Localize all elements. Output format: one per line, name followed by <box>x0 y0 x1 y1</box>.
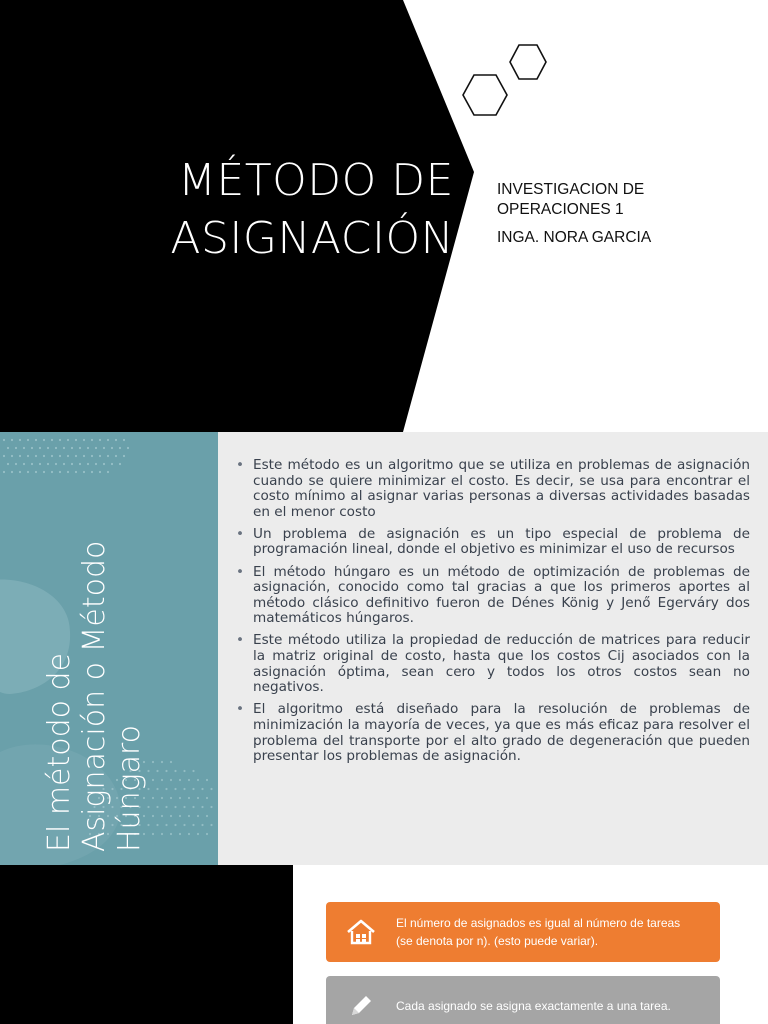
pencil-icon <box>326 993 396 1019</box>
decor-dot <box>35 455 37 457</box>
bullet-text: El método húngaro es un método de optimización de problemas de asignación, conocido como tal gracias a que los primeros aportes al método clásico definitivo fueron de Dénes König y Jenő Egerváry dos matemáticos húngaros. <box>253 563 750 627</box>
decor-dot <box>3 455 5 457</box>
decor-dot <box>206 779 208 781</box>
bullet-glyph: • <box>236 525 245 542</box>
section-title-line-1: El método de <box>42 652 77 852</box>
decor-dot <box>179 797 181 799</box>
decor-dot <box>161 815 163 817</box>
decor-dot <box>170 779 172 781</box>
decor-dot <box>179 815 181 817</box>
decor-dot <box>161 779 163 781</box>
decor-dot <box>165 770 167 772</box>
decor-dot <box>210 824 212 826</box>
decor-dot <box>201 824 203 826</box>
hexagons-outline-icon <box>455 40 565 122</box>
decor-dot <box>165 788 167 790</box>
bullet-text: Un problema de asignación es un tipo especial de problema de programación lineal, donde el objetivo es minimizar el uso de recursos <box>253 525 750 558</box>
section-title-line-3: Húngaro <box>112 724 147 852</box>
course-name-line-1: INVESTIGACION DE <box>497 181 645 198</box>
decor-dot <box>3 471 5 473</box>
decor-dot <box>188 815 190 817</box>
decor-dot <box>19 455 21 457</box>
decor-dot <box>197 779 199 781</box>
bullet-glyph: • <box>236 701 245 718</box>
decor-dot <box>206 833 208 835</box>
decor-dot <box>27 439 29 441</box>
course-name-line-2: OPERACIONES 1 <box>497 201 624 218</box>
decor-dot <box>183 824 185 826</box>
decor-dot <box>183 788 185 790</box>
content-slide <box>0 432 768 865</box>
decor-dot <box>161 833 163 835</box>
decor-dot <box>19 471 21 473</box>
decor-dot <box>11 455 13 457</box>
decor-dot <box>210 788 212 790</box>
bullet-glyph: • <box>236 563 245 580</box>
decor-dot <box>7 447 9 449</box>
decor-dot <box>31 463 33 465</box>
decor-dot <box>174 806 176 808</box>
decor-dot <box>210 806 212 808</box>
decor-dot <box>23 463 25 465</box>
decor-dot <box>197 833 199 835</box>
decor-dot <box>156 806 158 808</box>
decor-dot <box>170 761 172 763</box>
author-name: INGA. NORA GARCIA <box>497 229 652 246</box>
decor-dot <box>156 788 158 790</box>
decor-dot <box>11 471 13 473</box>
decor-dot <box>11 439 13 441</box>
decor-dot <box>192 806 194 808</box>
decor-dot <box>206 815 208 817</box>
decor-dot <box>23 447 25 449</box>
decor-dot <box>170 797 172 799</box>
bullet-text: El algoritmo está diseñado para la resolución de problemas de minimización la mayoría de veces, ya que es más eficaz para resolver el problema del transporte por el alto grado de degeneración que pueden presentar los problemas de asignación. <box>253 701 750 765</box>
title-line-2: ASIGNACIÓN <box>170 213 454 264</box>
decor-dot <box>19 439 21 441</box>
decor-dot <box>156 770 158 772</box>
decor-dot <box>161 761 163 763</box>
decor-dot <box>183 770 185 772</box>
property-text-1: El número de asignados es igual al número de tareas (se denota por n). (esto puede variar). <box>396 916 681 948</box>
bullet-item <box>236 527 750 558</box>
decor-dot <box>165 824 167 826</box>
sidebar-panel <box>0 432 218 865</box>
properties-slide <box>0 865 768 1024</box>
decor-dot <box>7 463 9 465</box>
house-icon <box>326 919 396 945</box>
decor-dot <box>152 815 154 817</box>
decor-dot <box>3 439 5 441</box>
decor-dot <box>161 797 163 799</box>
decor-dot <box>197 815 199 817</box>
decor-dot <box>39 447 41 449</box>
decor-dot <box>152 761 154 763</box>
decor-dot <box>156 824 158 826</box>
decor-dot <box>197 797 199 799</box>
decor-dot <box>188 779 190 781</box>
decor-dot <box>206 797 208 799</box>
property-text-2: Cada asignado se asigna exactamente a una tarea. <box>396 999 671 1013</box>
black-panel <box>0 865 293 1024</box>
presentation-title <box>40 152 454 268</box>
bullet-list <box>236 458 750 771</box>
decor-dot <box>147 770 149 772</box>
section-title <box>42 432 147 852</box>
bullet-text: Este método es un algoritmo que se utiliza en problemas de asignación cuando se quiere minimizar el costo. Es decir, se usa para encontrar el costo mínimo al asignar varias personas a diversas actividades basadas en el menor costo <box>253 457 750 520</box>
decor-dot <box>147 788 149 790</box>
decor-dot <box>165 806 167 808</box>
bullet-item <box>236 458 750 520</box>
decor-dot <box>170 833 172 835</box>
decor-dot <box>170 815 172 817</box>
decor-dot <box>35 471 37 473</box>
property-card-2 <box>326 976 720 1024</box>
decor-dot <box>15 447 17 449</box>
decor-dot <box>192 788 194 790</box>
decor-dot <box>147 806 149 808</box>
bullet-item <box>236 633 750 695</box>
bullet-text: Este método utiliza la propiedad de reducción de matrices para reducir la matriz original de costo, hasta que los costos Cij asociados con la asignación óptima, sean cero y todos los otros costos sean no negativos. <box>253 632 750 696</box>
decor-dot <box>152 779 154 781</box>
decor-dot <box>179 833 181 835</box>
title-slide <box>0 0 768 432</box>
decor-dot <box>174 770 176 772</box>
presentation-subtitle <box>497 180 651 248</box>
title-line-1: MÉTODO DE <box>178 155 454 206</box>
decor-dot <box>152 797 154 799</box>
decor-dot <box>183 806 185 808</box>
decor-dot <box>192 770 194 772</box>
decor-dot <box>35 439 37 441</box>
decor-dot <box>15 463 17 465</box>
decor-dot <box>174 824 176 826</box>
decor-dot <box>27 471 29 473</box>
decor-dot <box>192 824 194 826</box>
decor-dot <box>188 833 190 835</box>
decor-dot <box>39 463 41 465</box>
decor-dot <box>179 779 181 781</box>
property-card-1 <box>326 902 720 962</box>
bullet-item <box>236 565 750 627</box>
decor-dot <box>152 833 154 835</box>
decor-dot <box>188 797 190 799</box>
decor-dot <box>201 806 203 808</box>
decor-dot <box>147 824 149 826</box>
decor-dot <box>201 788 203 790</box>
section-title-line-2: Asignación o Método <box>77 540 112 852</box>
decor-dot <box>174 788 176 790</box>
bullet-item <box>236 702 750 764</box>
decor-dot <box>31 447 33 449</box>
decor-dot <box>27 455 29 457</box>
bullet-glyph: • <box>236 457 245 473</box>
bullet-glyph: • <box>236 632 245 649</box>
